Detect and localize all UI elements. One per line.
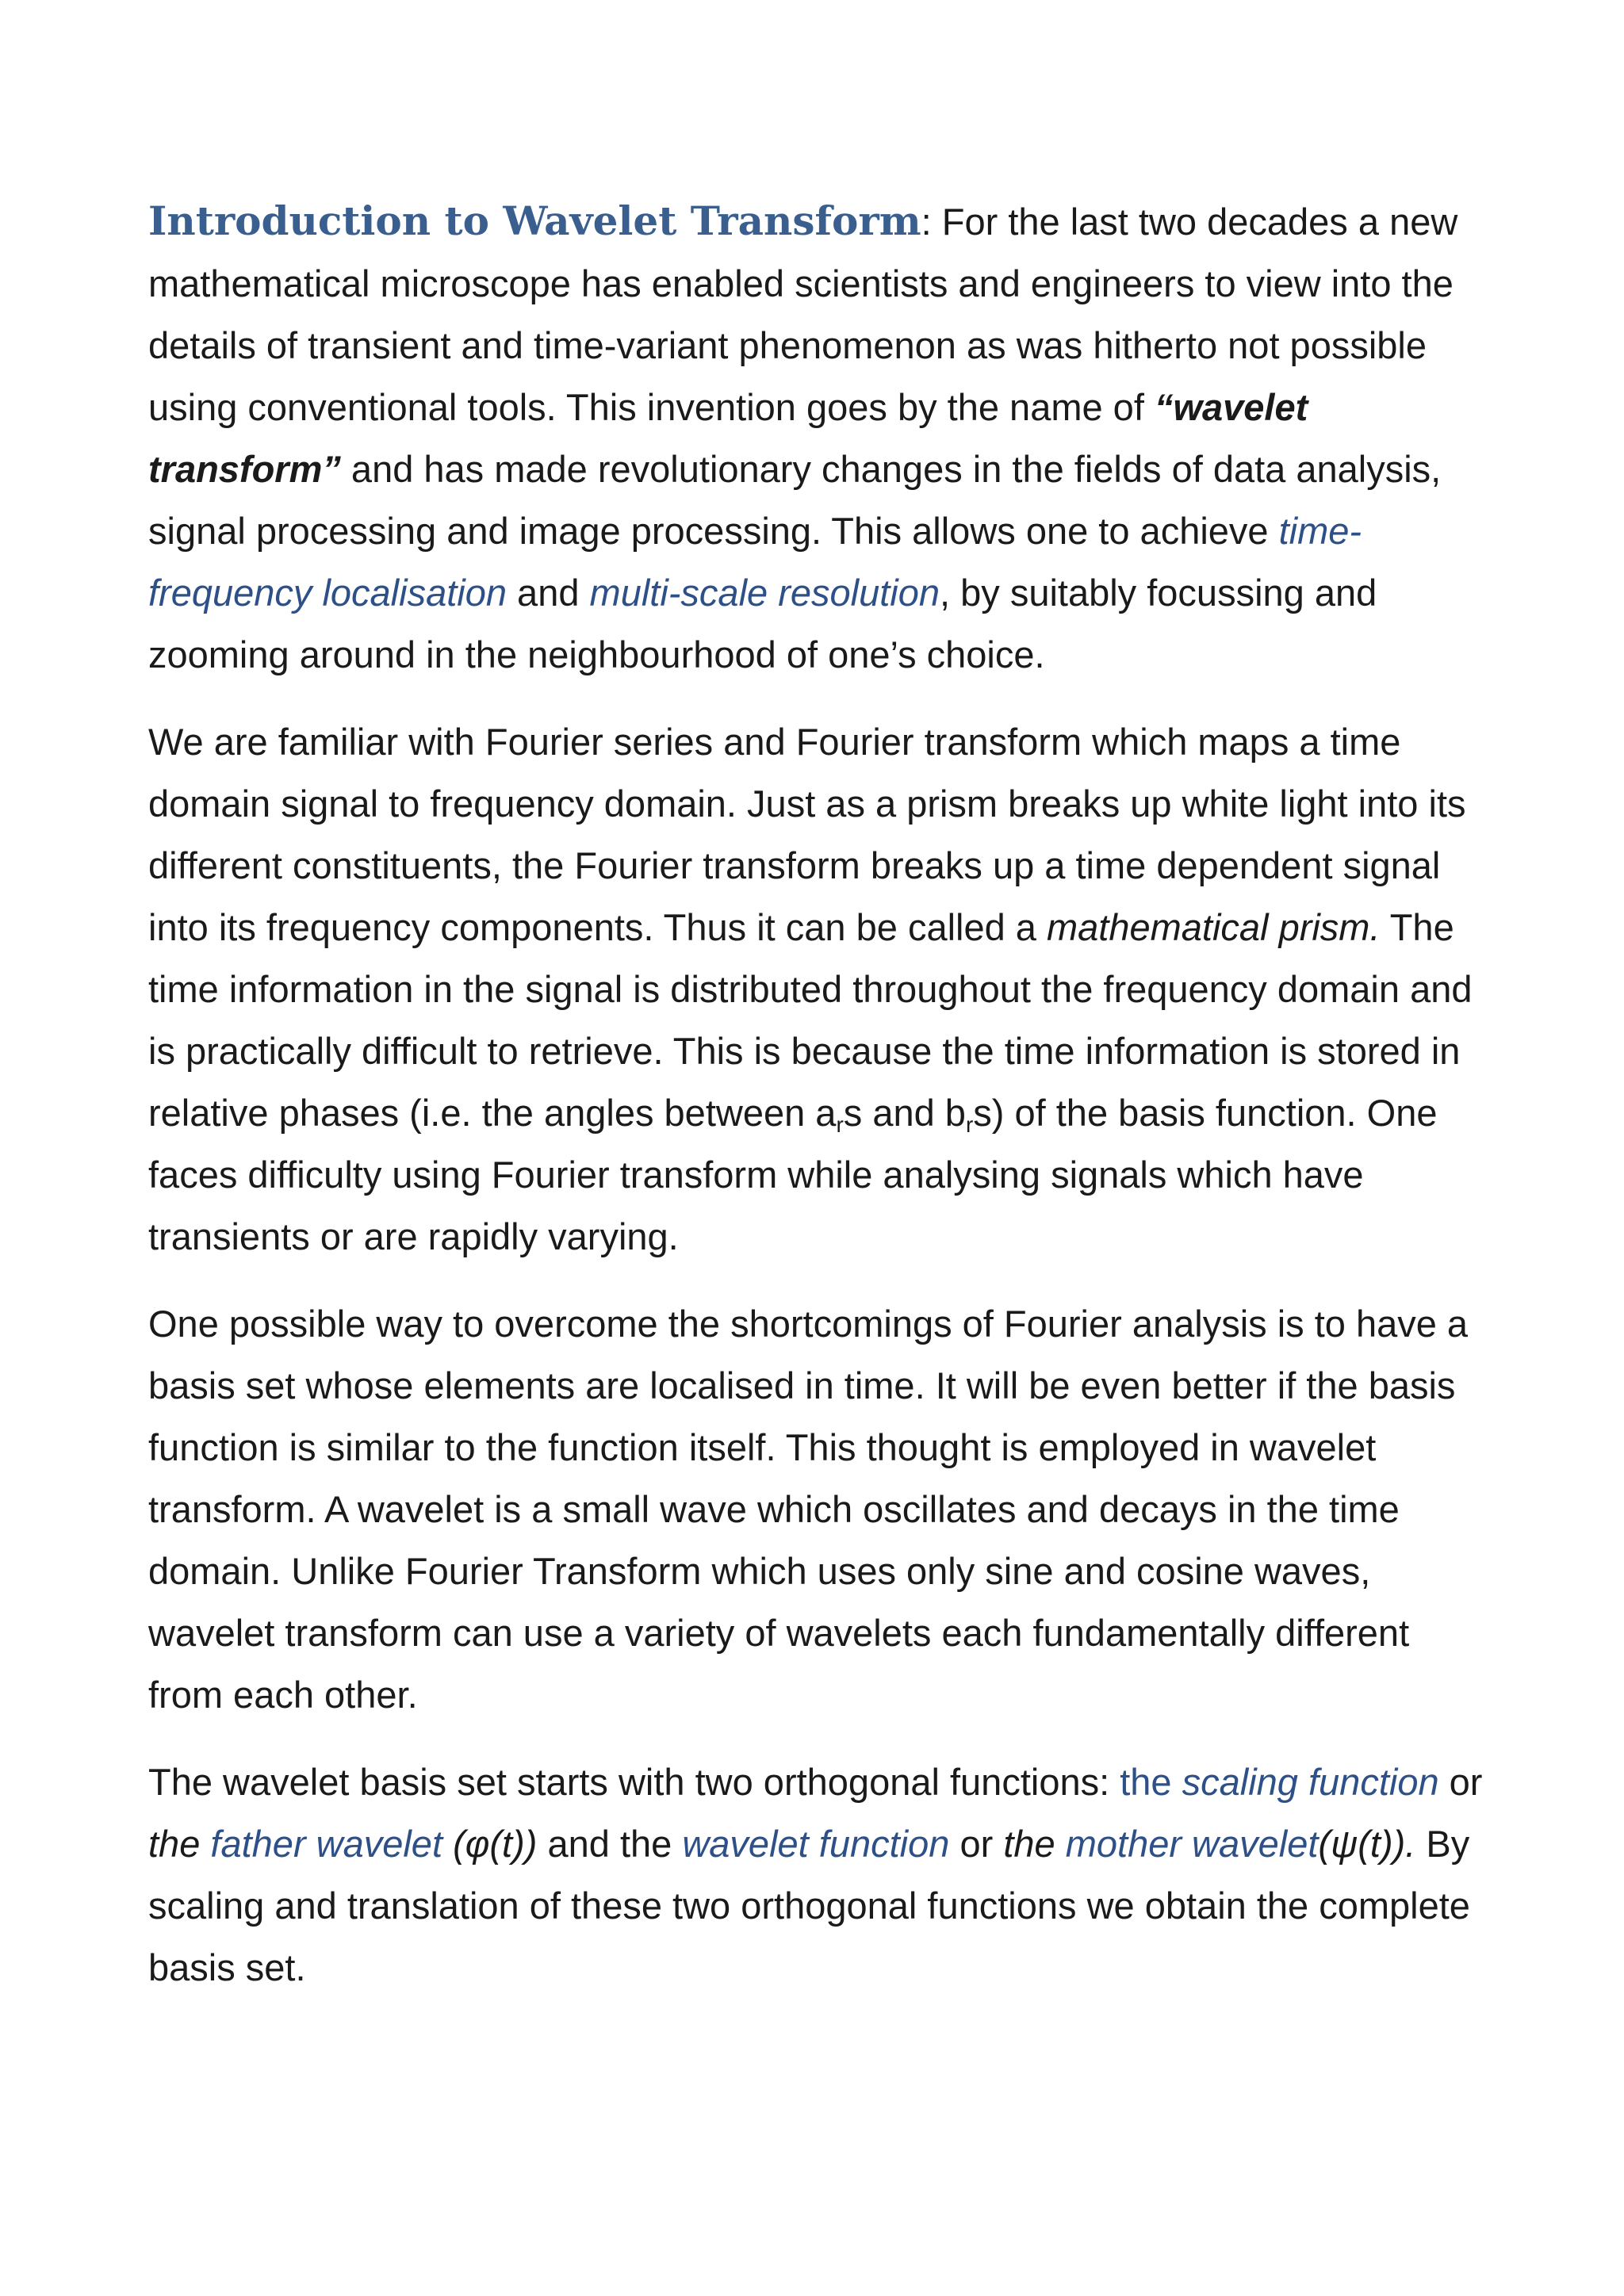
p2-text-4: s) of the basis function. One faces difficulty using Fourier transform while analysing signals which have transients or are rapidly varying. — [148, 1092, 1438, 1257]
p4-text-1: The wavelet basis set starts with two orthogonal functions: — [148, 1761, 1120, 1803]
symbol-phi: (φ(t)) — [442, 1823, 538, 1865]
paragraph-localised-basis — [148, 1293, 1488, 1726]
term-scaling-function: scaling function — [1182, 1761, 1439, 1803]
section-heading: Introduction to Wavelet Transform — [148, 197, 921, 244]
term-mathematical-prism: mathematical prism. — [1047, 906, 1381, 948]
p2-text-2: The time information in the signal is distributed throughout the frequency domain and is practically difficult to retrieve. This is because the time information is stored in relative phases (i.e. the angles between a — [148, 906, 1473, 1134]
term-father-wavelet: father wavelet — [210, 1823, 443, 1865]
p4-the-2: the — [148, 1823, 211, 1865]
p1-text-1: For the last two decades a new mathematical microscope has enabled scientists and engineers to view into the details of transient and time-variant phenomenon as was hitherto not possible using conventional tools. This invention goes by the name of — [148, 201, 1458, 428]
term-multi-scale-resolution: multi-scale resolution — [589, 572, 940, 614]
term-wavelet-function: wavelet function — [682, 1823, 950, 1865]
paragraph-introduction — [148, 190, 1488, 686]
p2-text-1: We are familiar with Fourier series and Fourier transform which maps a time domain signal to frequency domain. Just as a prism breaks up white light into its different constituents, the Fourier transform breaks up a time dependent signal into its frequency components. Thus it can be called a — [148, 721, 1466, 948]
symbol-psi: (ψ(t)). — [1318, 1823, 1416, 1865]
paragraph-basis-set — [148, 1751, 1488, 1999]
p3-text: One possible way to overcome the shortcomings of Fourier analysis is to have a basis set whose elements are localised in time. It will be even better if the basis function is similar to the function itself. This thought is employed in wavelet transform. A wavelet is a small wave which oscillates and decays in the time domain. Unlike Fourier Transform which uses only sine and cosine waves, wavelet transform can use a variety of wavelets each fundamentally different from each other. — [148, 1303, 1469, 1716]
document-body — [148, 190, 1488, 2024]
p4-text-5: By scaling and translation of these two orthogonal functions we obtain the complete basis set. — [148, 1823, 1470, 1988]
p4-the-1: the — [1120, 1761, 1182, 1803]
subscript-r-b: r — [965, 1112, 974, 1137]
p1-text-4: , by suitably focussing and zooming around in the neighbourhood of one’s choice. — [148, 572, 1377, 675]
term-time-frequency-localisation: time-frequency localisation — [148, 510, 1362, 614]
p2-text-3: s and b — [843, 1092, 966, 1134]
paragraph-fourier — [148, 711, 1488, 1268]
p1-text-3: and — [507, 572, 590, 614]
p4-text-3: and the — [537, 1823, 683, 1865]
term-wavelet-transform: “wavelet transform” — [148, 386, 1308, 490]
p4-text-2: or — [1438, 1761, 1483, 1803]
heading-colon: : — [921, 201, 942, 243]
p1-text-2: and has made revolutionary changes in the fields of data analysis, signal processing and image processing. This allows one to achieve — [148, 448, 1442, 552]
subscript-r-a: r — [836, 1112, 844, 1137]
term-mother-wavelet: mother wavelet — [1065, 1823, 1319, 1865]
p4-the-3: the — [1003, 1823, 1055, 1865]
p4-text-4: or — [949, 1823, 1004, 1865]
